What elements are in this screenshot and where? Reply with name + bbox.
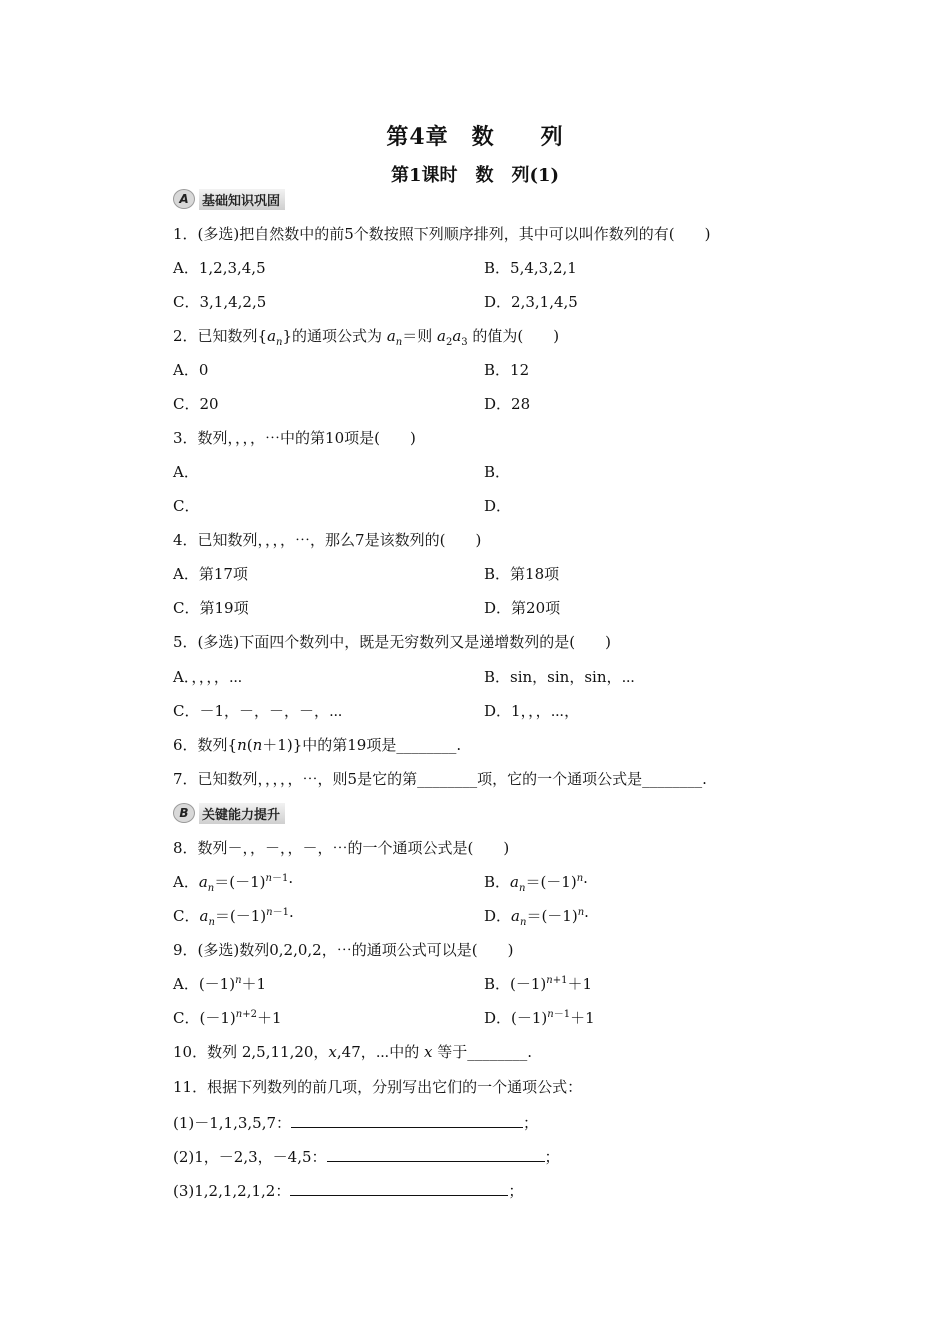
- section-a-header: [173, 188, 285, 210]
- q9-stem: 9．(多选)数列0,2,0,2，⋯的通项公式可以是( ): [173, 941, 514, 959]
- q9-option-c: C．$(-1)^{n+2}+1$: [173, 1009, 282, 1027]
- q5-option-d: D．1，，，⋯，: [484, 702, 580, 720]
- q2-option-d: D．28: [484, 395, 531, 413]
- q8-option-a: A．$a_n=(-1)^{n-1}\cdot$: [173, 873, 294, 894]
- q8-option-b: B．$a_n=(-1)^n\cdot$: [484, 873, 588, 894]
- q4-stem: 4．已知数列，，，，⋯，那么7是该数列的( ): [173, 531, 482, 549]
- q3-option-d: D．: [484, 497, 512, 515]
- q11-part2: (2)1，－2,3，－4,5： ；: [173, 1148, 560, 1166]
- q3-option-c: C．: [173, 497, 200, 515]
- q11-stem: 11．根据下列数列的前几项，分别写出它们的一个通项公式：: [173, 1078, 583, 1096]
- q9-option-a: A．$(-1)^n+1$: [173, 975, 267, 993]
- q5-option-c: C．－1，－，－，－，⋯: [173, 702, 343, 720]
- chapter-title: 第4章 数 列: [386, 124, 564, 150]
- q10-stem: 10．数列 2,5,11,20，x,47，⋯中的 x 等于________.: [173, 1043, 533, 1061]
- q8-option-d: D．$a_n=(-1)^n\cdot$: [484, 907, 589, 928]
- q11-part1: (1)－1,1,3,5,7： ；: [173, 1114, 539, 1132]
- q11-part1-label: (1)－1,1,3,5,7：: [173, 1114, 292, 1132]
- q2-option-a: A．0: [173, 361, 209, 379]
- q2-option-b: B．12: [484, 361, 530, 379]
- q5-option-a: A．，，，，⋯: [173, 668, 243, 686]
- q11-part3-answer-blank[interactable]: [290, 1180, 508, 1196]
- q9-option-b: B．$(-1)^{n+1}+1$: [484, 975, 593, 993]
- q2-option-c: C．20: [173, 395, 219, 413]
- q11-part1-answer-blank[interactable]: [291, 1112, 523, 1128]
- q11-part2-answer-blank[interactable]: [327, 1146, 545, 1162]
- q1-option-b: B．5,4,3,2,1: [484, 259, 577, 277]
- q3-stem: 3．数列，，，，⋯中的第10项是( ): [173, 429, 416, 447]
- q11-part3: (3)1,2,1,2,1,2： ；: [173, 1182, 524, 1200]
- q7-stem: 7．已知数列，，，，，⋯，则5是它的第________项，它的一个通项公式是________.: [173, 770, 707, 788]
- q8-option-c: C．$a_n=(-1)^{n-1}\cdot$: [173, 907, 294, 928]
- q1-option-d: D．2,3,1,4,5: [484, 293, 578, 311]
- q4-option-c: C．第19项: [173, 599, 249, 617]
- q1-option-a: A．1,2,3,4,5: [173, 259, 266, 277]
- section-b-label: 关键能力提升: [199, 803, 285, 824]
- q6-stem: 6．数列{n(n＋1)}中的第19项是________.: [173, 736, 462, 754]
- q5-option-b: B．sin，sin，sin，⋯: [484, 668, 635, 686]
- q3-option-b: B．: [484, 463, 511, 481]
- q11-part3-label: (3)1,2,1,2,1,2：: [173, 1182, 291, 1200]
- q8-stem: 8．数列－，，－，，－，⋯的一个通项公式是( ): [173, 839, 510, 857]
- section-b-badge-icon: B: [173, 803, 195, 823]
- q4-option-a: A．第17项: [173, 565, 248, 583]
- q3-option-a: A．: [173, 463, 199, 481]
- q9-option-d: D．$(-1)^{n-1}+1$: [484, 1009, 595, 1027]
- q4-option-b: B．第18项: [484, 565, 560, 583]
- q2-stem: 2．已知数列$\{a_n\}$的通项公式为 $a_n=$则 $a_2a_3$ 的值为( ): [173, 327, 560, 348]
- section-a-label: 基础知识巩固: [199, 189, 285, 210]
- q11-part2-label: (2)1，－2,3，－4,5：: [173, 1148, 327, 1166]
- lesson-title: 第1课时 数 列(1): [390, 165, 560, 186]
- q5-stem: 5．(多选)下面四个数列中，既是无穷数列又是递增数列的是( ): [173, 633, 611, 651]
- q4-option-d: D．第20项: [484, 599, 561, 617]
- q1-option-c: C．3,1,4,2,5: [173, 293, 267, 311]
- section-a-badge-icon: A: [173, 189, 195, 209]
- section-b-header: [173, 802, 285, 824]
- q1-stem: 1．(多选)把自然数中的前5个数按照下列顺序排列，其中可以叫作数列的有( ): [173, 225, 711, 243]
